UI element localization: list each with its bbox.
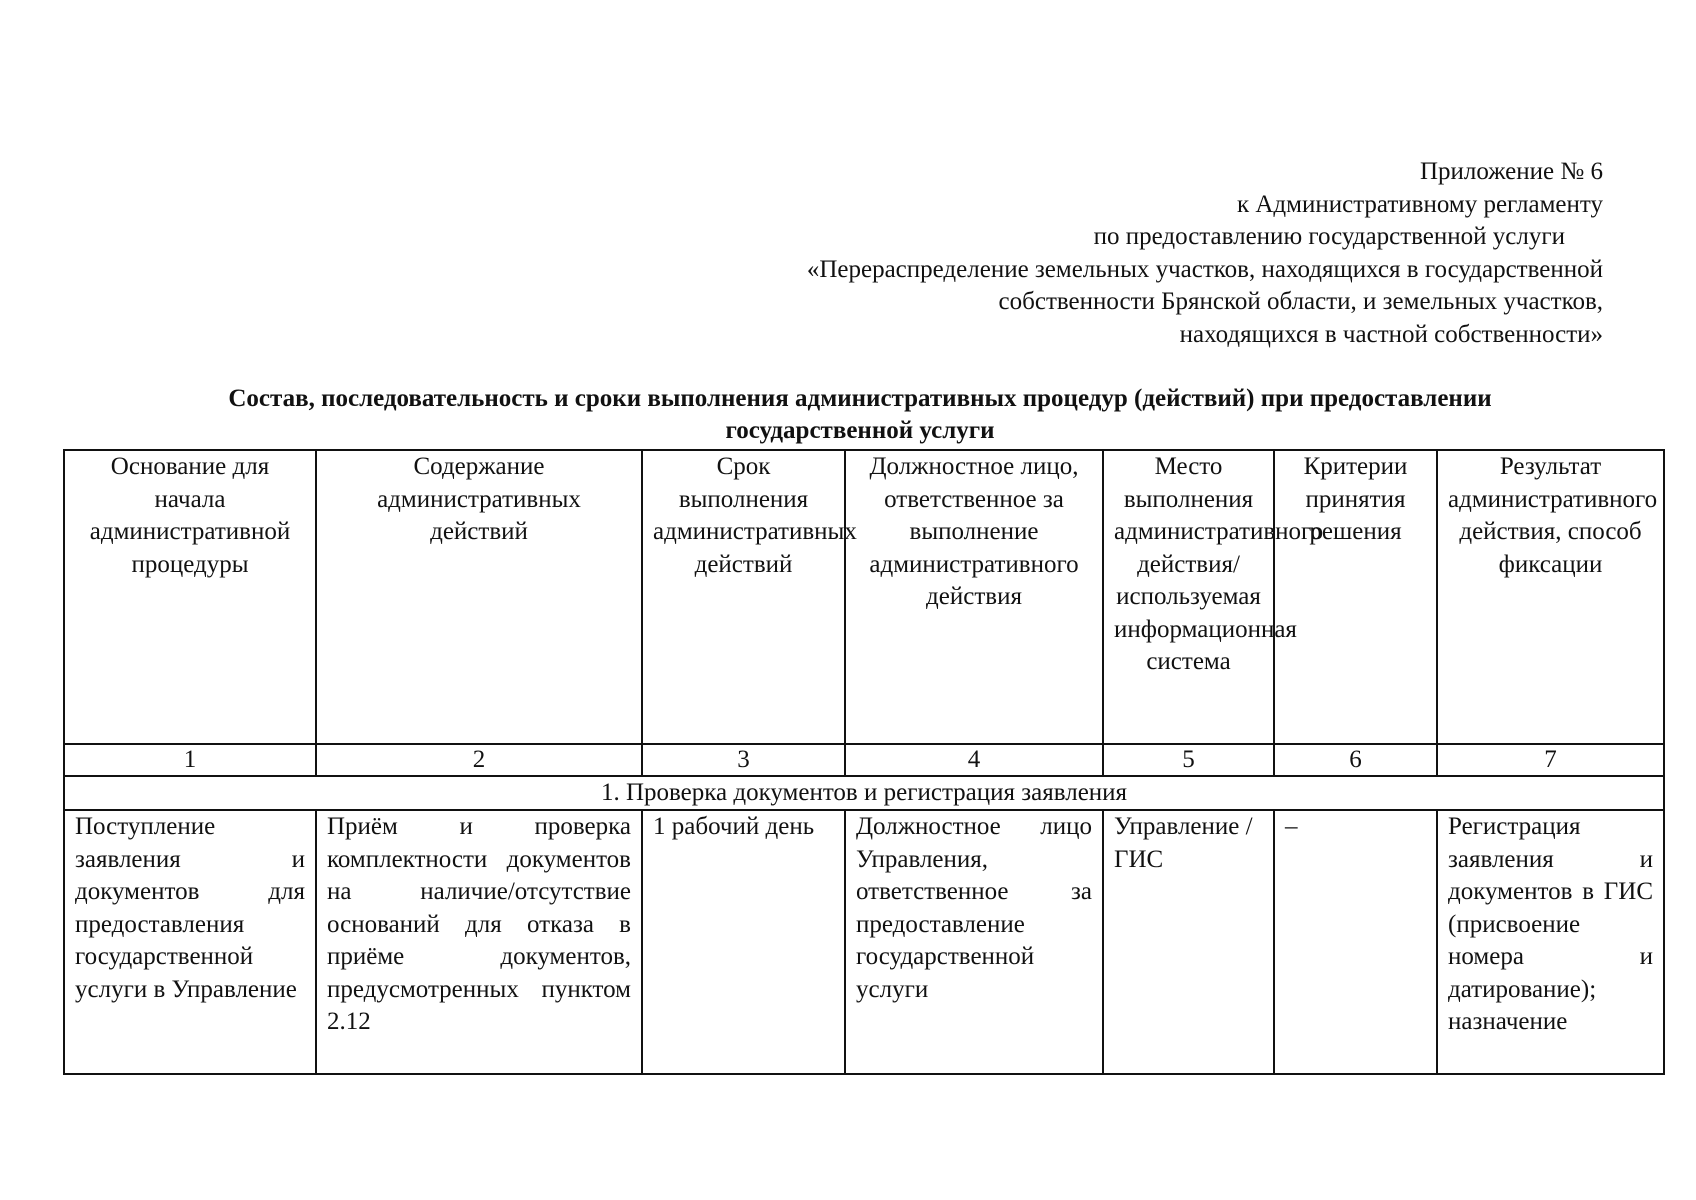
header-cell: Критерии принятия решения — [1274, 450, 1437, 744]
content-cell — [316, 810, 642, 1074]
column-number: 1 — [64, 744, 316, 776]
header-cell: Место выполнения административного действия/используемая информационная система — [1103, 450, 1274, 744]
basis-text: Поступление заявления и документов для предоставления государственной услуги в Управление — [75, 813, 305, 1003]
procedures-table — [63, 449, 1665, 1075]
table-header-row — [64, 450, 1664, 744]
header-cell: Должностное лицо, ответственное за выполнение административного действия — [845, 450, 1103, 744]
column-number-row — [64, 744, 1664, 776]
section-row — [64, 776, 1664, 810]
column-number: 4 — [845, 744, 1103, 776]
appendix-line: находящихся в частной собственности» — [1179, 320, 1603, 348]
place-text: Управление / ГИС — [1114, 813, 1253, 873]
section-title: 1. Проверка документов и регистрация заявления — [64, 776, 1664, 810]
header-cell: Результат административного действия, способ фиксации — [1437, 450, 1664, 744]
criteria-cell — [1274, 810, 1437, 1074]
column-number: 7 — [1437, 744, 1664, 776]
column-number: 5 — [1103, 744, 1274, 776]
appendix-line: «Перераспределение земельных участков, находящихся в государственной — [806, 255, 1603, 283]
result-text: Регистрация заявления и документов в ГИС (присвоение номера и датирование); назначение — [1448, 813, 1653, 1035]
header-cell: Содержание административных действий — [316, 450, 642, 744]
header-cell: Основание для начала административной процедуры — [64, 450, 316, 744]
appendix-line: по предоставлению государственной услуги — [1093, 223, 1565, 250]
term-text: 1 рабочий день — [653, 813, 815, 840]
appendix-line: Приложение № 6 — [1419, 158, 1603, 185]
official-text: Должностное лицо Управления, ответственное за предоставление государственной услуги — [856, 813, 1092, 1003]
appendix-line: собственности Брянской области, и земельных участков, — [998, 288, 1603, 315]
document-title — [110, 383, 1610, 447]
term-cell — [642, 810, 845, 1074]
title-line-1: Состав, последовательность и сроки выполнения административных процедур (действий) при предоставлении — [228, 385, 1492, 412]
appendix-header — [600, 156, 1603, 351]
column-number: 3 — [642, 744, 845, 776]
result-cell — [1437, 810, 1664, 1074]
content-text: Приём и проверка комплектности документов на наличие/отсутствие оснований для отказа в приёме документов, предусмотренных пунктом 2.12 — [327, 813, 631, 1035]
official-cell — [845, 810, 1103, 1074]
basis-cell — [64, 810, 316, 1074]
column-number: 2 — [316, 744, 642, 776]
title-line-2: государственной услуги — [725, 417, 995, 444]
place-cell — [1103, 810, 1274, 1074]
appendix-line: к Административному регламенту — [1236, 190, 1603, 218]
criteria-text: – — [1285, 813, 1298, 840]
column-number: 6 — [1274, 744, 1437, 776]
table-row — [64, 810, 1664, 1074]
header-cell: Срок выполнения административных действий — [642, 450, 845, 744]
